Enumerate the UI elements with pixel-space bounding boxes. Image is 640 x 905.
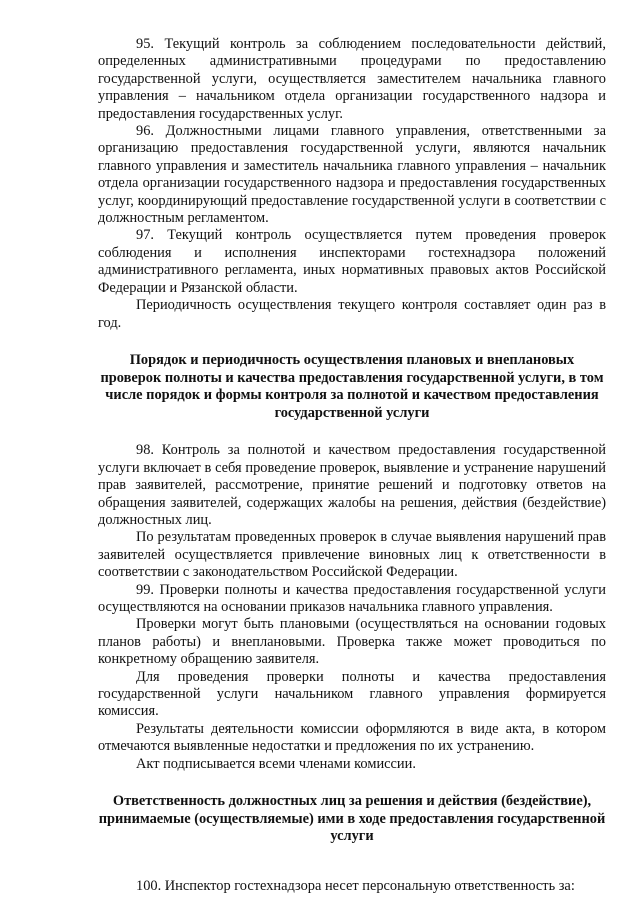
paragraph-act: Результаты деятельности комиссии оформляются в виде акта, в котором отмечаются выявленные недостатки и предложения по их устранению. — [98, 720, 606, 755]
paragraph-96: 96. Должностными лицами главного управления, ответственными за организацию предоставления государственной услуги, являются начальник главного управления и заместитель начальника главного управления – начальник отдела организации государственного надзора и предоставления государственных услуг, координирующий предоставление государственной услуги в соответствии с должностным регламентом. — [98, 123, 606, 227]
paragraph-periodicity: Периодичность осуществления текущего контроля составляет один раз в год. — [98, 297, 606, 331]
paragraph-99: 99. Проверки полноты и качества предоставления государственной услуги осуществляются на основании приказов начальника главного управления. — [98, 581, 606, 615]
paragraph-inspection-types: Проверки могут быть плановыми (осуществляться на основании годовых планов работы) и внеплановыми. Проверка также может проводиться по конкретному обращению заявителя. — [98, 616, 606, 668]
paragraph-results: По результатам проведенных проверок в случае выявления нарушений прав заявителей осуществляется привлечение виновных лиц к ответственности в соответствии с законодательством Российской Федерации. — [98, 529, 606, 581]
spacer — [98, 773, 606, 793]
paragraph-98: 98. Контроль за полнотой и качеством предоставления государственной услуги включает в себя проведение проверок, выявление и устранение нарушений прав заявителей, рассмотрение, принятие решений и подготовку ответов на обращения заявителей, содержащих жалобы на решения, действия (бездействие) должностных лиц. — [98, 442, 606, 528]
paragraph-100: 100. Инспектор гостехнадзора несет персональную ответственность за: — [136, 878, 575, 894]
paragraph-commission: Для проведения проверки полноты и качества предоставления государственной услуги начальником главного управления формируется комиссия. — [98, 668, 606, 720]
paragraph-signed: Акт подписывается всеми членами комиссии. — [136, 755, 416, 772]
spacer — [98, 332, 606, 352]
document-body — [98, 36, 606, 846]
spacer — [98, 422, 606, 442]
section-heading-inspections: Порядок и периодичность осуществления плановых и внеплановых проверок полноты и качества предоставления государственной услуги, в том числе порядок и формы контроля за полнотой и качеством предоставления государственной услуги — [100, 351, 604, 421]
section-heading-responsibility: Ответственность должностных лиц за решения и действия (бездействие), принимаемые (осуществляемые) ими в ходе предоставления государственной услуги — [98, 793, 606, 845]
paragraph-97: 97. Текущий контроль осуществляется путем проведения проверок соблюдения и исполнения инспекторами гостехнадзора положений административного регламента, иных нормативных правовых актов Российской Федерации и Рязанской области. — [98, 227, 606, 296]
paragraph-95: 95. Текущий контроль за соблюдением последовательности действий, определенных административными процедурами по предоставлению государственной услуги, осуществляется заместителем начальника главного управления – начальником отдела организации государственного надзора и предоставления государственных услуг. — [98, 36, 606, 122]
